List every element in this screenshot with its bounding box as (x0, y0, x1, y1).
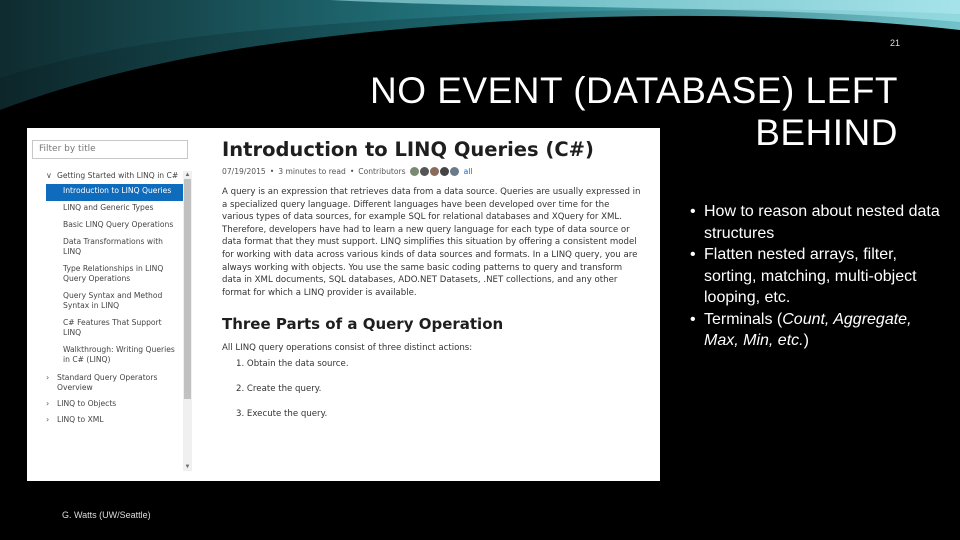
toc-child-item[interactable] (27, 201, 185, 218)
toc-parent-item[interactable] (27, 168, 185, 184)
scroll-up-arrow-icon[interactable]: ▲ (184, 172, 191, 178)
bullet-text-terminals: Terminals (Count, Aggregate, Max, Min, etc.) (704, 310, 912, 349)
toc-item-label: Walkthrough: Writing Queries in C# (LINQ) (63, 345, 175, 364)
toc-child-item[interactable] (27, 343, 185, 370)
toc-parent-item[interactable] (27, 370, 185, 396)
article-title: Introduction to LINQ Queries (C#) (222, 138, 594, 161)
meta-separator: • (269, 167, 275, 176)
article-paragraph: A query is an expression that retrieves data from a data source. Queries are usually expressed in a specialized query language. Different languages have been developed over time for the various types of data sources, for example SQL for relational databases and XQuery for XML. Therefore, developers have had to learn a new query language for each type of data source or data format that they must support. LINQ simplifies this situation by offering a consistent model for working with data across various kinds of data sources and formats. In a LINQ query, you are always working with objects. You use the same basic coding patterns to query and transform data in XML documents, SQL databases, ADO.NET Datasets, .NET collections, and any other format for which a LINQ provider is available. (222, 187, 641, 298)
filter-input[interactable]: Filter by title (32, 140, 188, 159)
toc-parent-item[interactable] (27, 396, 185, 412)
bullet-item (688, 309, 950, 352)
bullet-list (688, 201, 950, 352)
embedded-docs-screenshot (27, 128, 660, 481)
toc-item-label: LINQ to XML (57, 415, 104, 424)
toc-child-item[interactable] (27, 289, 185, 316)
toc-item-label: Basic LINQ Query Operations (63, 220, 174, 229)
chevron-down-icon[interactable]: ∨ (46, 171, 52, 180)
scroll-thumb[interactable] (184, 179, 191, 399)
contributor-avatar[interactable] (410, 167, 419, 176)
toc-item-label: Standard Query Operators Overview (57, 373, 158, 392)
toc-item-label: Getting Started with LINQ in C# (57, 171, 179, 180)
contributors-label: Contributors (358, 167, 406, 176)
article-meta (222, 167, 642, 176)
toc-child-item[interactable] (27, 262, 185, 289)
toc-item-label: Data Transformations with LINQ (63, 237, 163, 256)
slide-title-line-2: BEHIND (755, 112, 898, 153)
article-read-time: 3 minutes to read (278, 167, 346, 176)
scroll-down-arrow-icon[interactable]: ▼ (184, 464, 191, 470)
toc-child-item[interactable] (27, 218, 185, 235)
toc-scrollbar[interactable] (183, 171, 192, 471)
article-date: 07/19/2015 (222, 167, 266, 176)
chevron-right-icon[interactable]: › (46, 415, 50, 424)
toc-item-label: LINQ to Objects (57, 399, 117, 408)
bullet-item: • How to reason about nested data structures (688, 201, 950, 244)
toc-sidebar (27, 168, 185, 428)
toc-child-item[interactable] (27, 316, 185, 343)
meta-separator: • (349, 167, 355, 176)
toc-item-label: Query Syntax and Method Syntax in LINQ (63, 291, 163, 310)
toc-item-label: Introduction to LINQ Queries (63, 186, 172, 195)
contributor-avatars[interactable] (410, 167, 460, 176)
contributor-avatar[interactable] (440, 167, 449, 176)
section-intro: All LINQ query operations consist of three distinct actions: (222, 343, 473, 354)
toc-item-label: Type Relationships in LINQ Query Operations (63, 264, 164, 283)
step-item: 1. Obtain the data source. (236, 359, 349, 370)
contributor-avatar[interactable] (450, 167, 459, 176)
contributor-avatar[interactable] (430, 167, 439, 176)
all-contributors-link[interactable]: all (463, 167, 473, 176)
slide-footer: G. Watts (UW/Seattle) (62, 510, 151, 520)
toc-parent-item[interactable] (27, 412, 185, 428)
toc-child-item[interactable] (27, 235, 185, 262)
chevron-right-icon[interactable]: › (46, 399, 50, 408)
step-item: 2. Create the query. (236, 384, 322, 395)
steps-list (236, 359, 642, 434)
contributor-avatar[interactable] (420, 167, 429, 176)
article (222, 138, 642, 434)
bullet-item: • Flatten nested arrays, filter, sorting, matching, multi-object looping, etc. (688, 244, 950, 309)
chevron-right-icon[interactable]: › (46, 373, 50, 382)
step-item: 3. Execute the query. (236, 409, 328, 420)
toc-item-label: C# Features That Support LINQ (63, 318, 162, 337)
slide-number: 21 (889, 38, 900, 48)
slide-title-line-1: NO EVENT (DATABASE) LEFT (369, 70, 898, 111)
toc-child-item[interactable] (46, 184, 185, 201)
section-heading: Three Parts of a Query Operation (222, 315, 504, 334)
toc-item-label: LINQ and Generic Types (63, 203, 154, 212)
